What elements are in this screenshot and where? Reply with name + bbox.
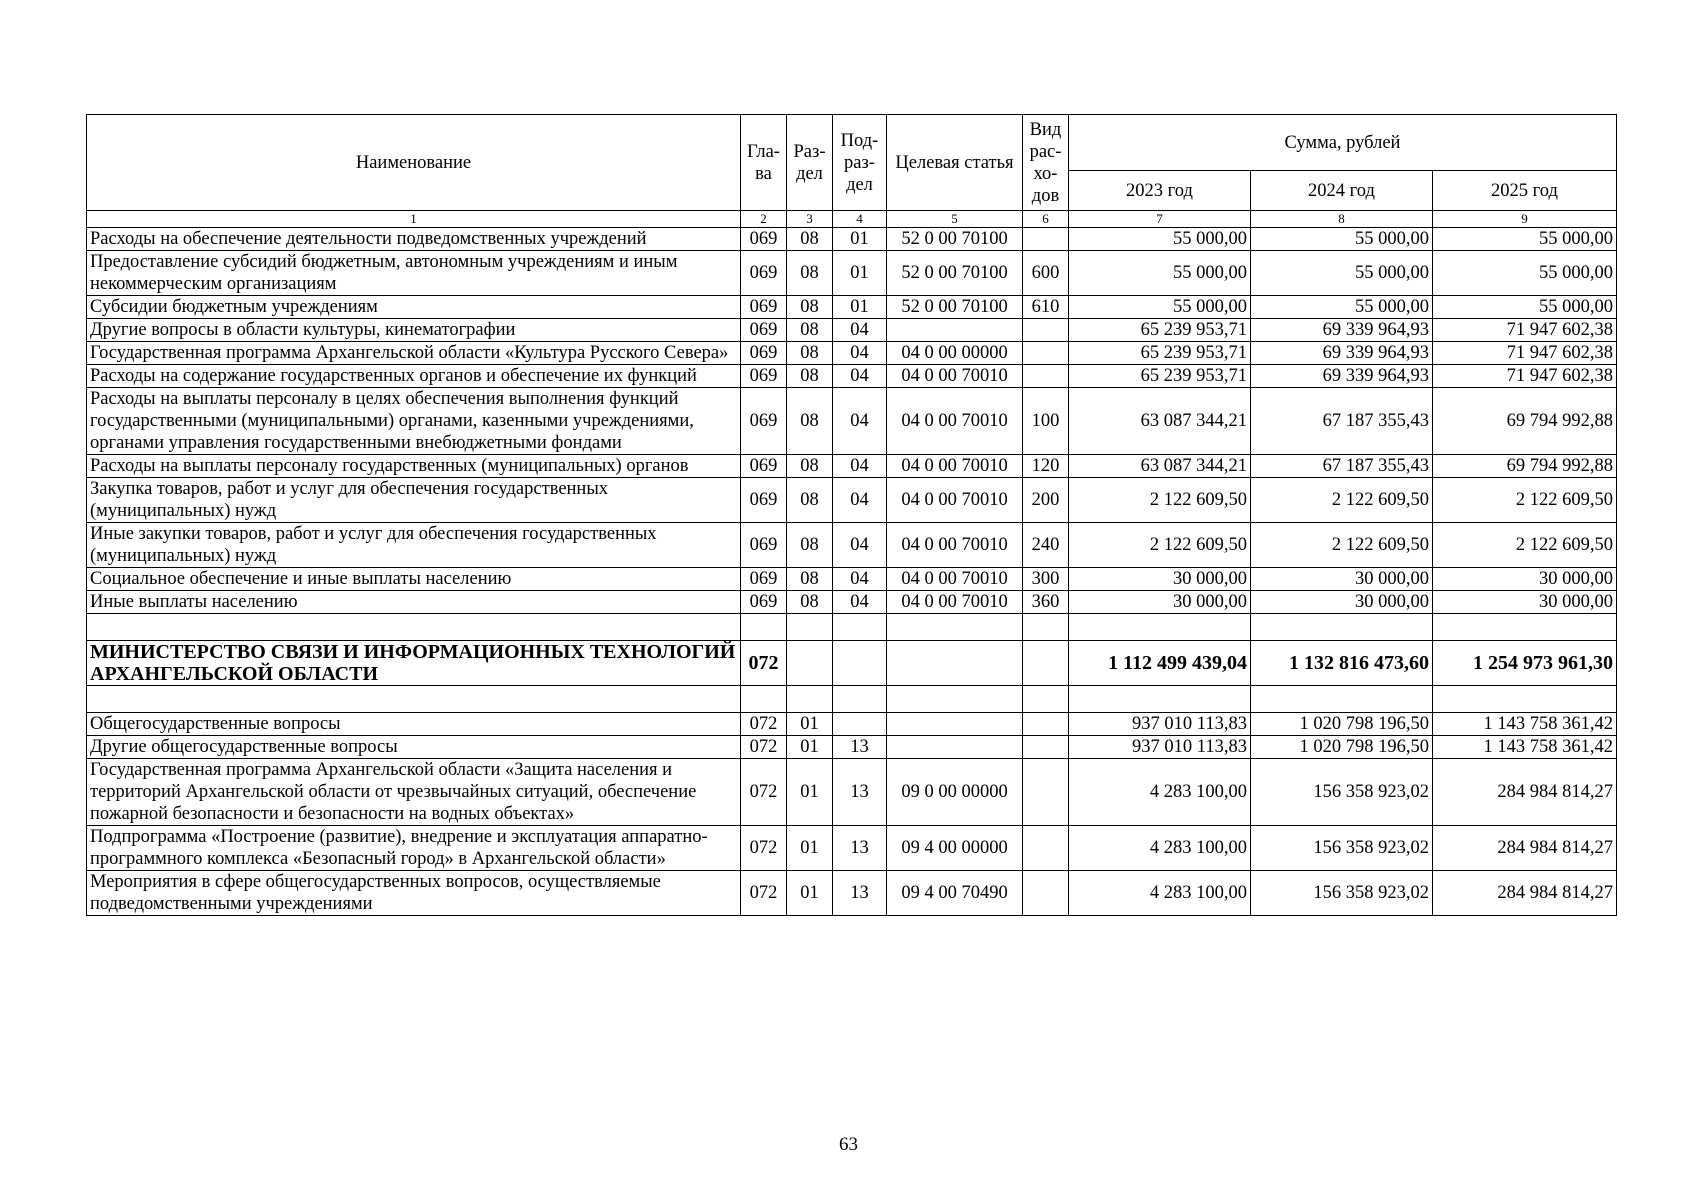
row-sum-2024-cell: 69 339 964,93: [1251, 342, 1433, 365]
table-row: [87, 251, 1617, 296]
row-sum-2025-cell: 1 143 758 361,42: [1433, 736, 1617, 759]
row-glava-cell: [741, 614, 787, 641]
row-sum-2023-cell: 30 000,00: [1069, 568, 1251, 591]
row-razdel-cell: 01: [787, 871, 833, 916]
row-name-cell: Закупка товаров, работ и услуг для обеспечения государственных (муниципальных) нужд: [87, 478, 741, 523]
header-year-2023: 2023 год: [1069, 171, 1251, 211]
row-vid-cell: 360: [1023, 591, 1069, 614]
row-sum-2025-cell: 55 000,00: [1433, 228, 1617, 251]
empty-row: [87, 614, 1617, 641]
row-podrazdel-cell: 01: [833, 296, 887, 319]
budget-table: [86, 114, 1617, 916]
row-sum-2023-cell: 2 122 609,50: [1069, 478, 1251, 523]
row-podrazdel-cell: 13: [833, 826, 887, 871]
row-sum-2025-cell: 69 794 992,88: [1433, 455, 1617, 478]
row-sum-2023-cell: 65 239 953,71: [1069, 342, 1251, 365]
row-podrazdel-cell: [833, 686, 887, 713]
row-glava-cell: 069: [741, 568, 787, 591]
row-sum-2025-cell: 55 000,00: [1433, 251, 1617, 296]
row-sum-2025-cell: [1433, 614, 1617, 641]
row-sum-2023-cell: [1069, 614, 1251, 641]
row-celevaya-cell: 09 4 00 70490: [887, 871, 1023, 916]
row-vid-cell: 100: [1023, 388, 1069, 455]
table-row: [87, 319, 1617, 342]
header-vid-raskhodov: Вид рас-хо-дов: [1023, 115, 1069, 211]
row-name-cell: Предоставление субсидий бюджетным, автономным учреждениям и иным некоммерческим организациям: [87, 251, 741, 296]
row-vid-cell: 300: [1023, 568, 1069, 591]
row-sum-2024-cell: 1 132 816 473,60: [1251, 641, 1433, 686]
row-glava-cell: 069: [741, 523, 787, 568]
row-name-cell: Общегосударственные вопросы: [87, 713, 741, 736]
table-row: [87, 871, 1617, 916]
header-year-2025: 2025 год: [1433, 171, 1617, 211]
row-vid-cell: [1023, 365, 1069, 388]
row-razdel-cell: 08: [787, 342, 833, 365]
row-razdel-cell: 08: [787, 228, 833, 251]
row-razdel-cell: 08: [787, 365, 833, 388]
row-glava-cell: 069: [741, 228, 787, 251]
row-celevaya-cell: [887, 319, 1023, 342]
row-razdel-cell: 08: [787, 455, 833, 478]
row-name-cell: Расходы на выплаты персоналу в целях обеспечения выполнения функций государственными (муниципальными) органами, казенными учреждениями, органами управления государственными внебюджетными фондами: [87, 388, 741, 455]
row-razdel-cell: 08: [787, 296, 833, 319]
row-vid-cell: 240: [1023, 523, 1069, 568]
row-celevaya-cell: 09 4 00 00000: [887, 826, 1023, 871]
row-podrazdel-cell: [833, 614, 887, 641]
row-sum-2023-cell: 55 000,00: [1069, 228, 1251, 251]
header-glava: Гла-ва: [741, 115, 787, 211]
row-glava-cell: 072: [741, 641, 787, 686]
row-sum-2023-cell: 63 087 344,21: [1069, 455, 1251, 478]
table-row: [87, 388, 1617, 455]
row-celevaya-cell: [887, 614, 1023, 641]
row-name-cell: Другие общегосударственные вопросы: [87, 736, 741, 759]
row-podrazdel-cell: 04: [833, 342, 887, 365]
row-razdel-cell: 08: [787, 251, 833, 296]
row-vid-cell: [1023, 871, 1069, 916]
row-celevaya-cell: 04 0 00 70010: [887, 591, 1023, 614]
column-number-row: [87, 211, 1617, 228]
row-glava-cell: 069: [741, 388, 787, 455]
row-razdel-cell: 08: [787, 319, 833, 342]
row-podrazdel-cell: 04: [833, 478, 887, 523]
row-vid-cell: [1023, 342, 1069, 365]
column-number: 4: [833, 211, 887, 228]
row-sum-2025-cell: 2 122 609,50: [1433, 523, 1617, 568]
row-glava-cell: 069: [741, 251, 787, 296]
row-glava-cell: 069: [741, 365, 787, 388]
table-row: [87, 296, 1617, 319]
table-body: [87, 228, 1617, 916]
row-podrazdel-cell: 04: [833, 568, 887, 591]
row-name-cell: Другие вопросы в области культуры, кинематографии: [87, 319, 741, 342]
row-sum-2025-cell: 55 000,00: [1433, 296, 1617, 319]
row-sum-2024-cell: 55 000,00: [1251, 251, 1433, 296]
row-vid-cell: 120: [1023, 455, 1069, 478]
row-glava-cell: 072: [741, 736, 787, 759]
row-sum-2024-cell: 1 020 798 196,50: [1251, 713, 1433, 736]
row-name-cell: Расходы на содержание государственных органов и обеспечение их функций: [87, 365, 741, 388]
header-summa: Сумма, рублей: [1069, 115, 1617, 171]
row-podrazdel-cell: 04: [833, 523, 887, 568]
row-sum-2023-cell: 65 239 953,71: [1069, 319, 1251, 342]
row-podrazdel-cell: 04: [833, 591, 887, 614]
column-number: 5: [887, 211, 1023, 228]
row-celevaya-cell: 04 0 00 70010: [887, 388, 1023, 455]
column-number: 9: [1433, 211, 1617, 228]
row-sum-2023-cell: 4 283 100,00: [1069, 871, 1251, 916]
row-sum-2024-cell: 30 000,00: [1251, 591, 1433, 614]
header-razdel: Раз-дел: [787, 115, 833, 211]
row-glava-cell: 069: [741, 342, 787, 365]
empty-row: [87, 686, 1617, 713]
row-celevaya-cell: 04 0 00 70010: [887, 568, 1023, 591]
row-vid-cell: 610: [1023, 296, 1069, 319]
row-sum-2023-cell: 1 112 499 439,04: [1069, 641, 1251, 686]
row-glava-cell: 069: [741, 319, 787, 342]
header-year-2024: 2024 год: [1251, 171, 1433, 211]
row-sum-2024-cell: 67 187 355,43: [1251, 388, 1433, 455]
row-sum-2024-cell: 30 000,00: [1251, 568, 1433, 591]
row-podrazdel-cell: 04: [833, 388, 887, 455]
row-name-cell: Расходы на обеспечение деятельности подведомственных учреждений: [87, 228, 741, 251]
row-sum-2024-cell: [1251, 686, 1433, 713]
row-razdel-cell: [787, 614, 833, 641]
row-vid-cell: [1023, 614, 1069, 641]
row-celevaya-cell: 04 0 00 70010: [887, 455, 1023, 478]
table-row: [87, 826, 1617, 871]
row-name-cell: Иные закупки товаров, работ и услуг для обеспечения государственных (муниципальных) нужд: [87, 523, 741, 568]
row-name-cell: Социальное обеспечение и иные выплаты населению: [87, 568, 741, 591]
row-vid-cell: [1023, 319, 1069, 342]
row-sum-2024-cell: 2 122 609,50: [1251, 478, 1433, 523]
row-razdel-cell: 01: [787, 759, 833, 826]
row-razdel-cell: 08: [787, 568, 833, 591]
row-sum-2025-cell: 71 947 602,38: [1433, 342, 1617, 365]
row-vid-cell: [1023, 736, 1069, 759]
row-sum-2025-cell: 30 000,00: [1433, 591, 1617, 614]
row-name-cell: Расходы на выплаты персоналу государственных (муниципальных) органов: [87, 455, 741, 478]
row-sum-2024-cell: 69 339 964,93: [1251, 365, 1433, 388]
row-sum-2024-cell: 55 000,00: [1251, 228, 1433, 251]
row-name-cell: Государственная программа Архангельской области «Культура Русского Севера»: [87, 342, 741, 365]
row-glava-cell: 069: [741, 455, 787, 478]
row-razdel-cell: 08: [787, 591, 833, 614]
row-sum-2023-cell: 4 283 100,00: [1069, 826, 1251, 871]
row-razdel-cell: 08: [787, 478, 833, 523]
row-glava-cell: 069: [741, 591, 787, 614]
row-sum-2025-cell: 1 143 758 361,42: [1433, 713, 1617, 736]
row-name-cell: Государственная программа Архангельской области «Защита населения и территорий Архангельской области от чрезвычайных ситуаций, обеспечение пожарной безопасности и безопасности на водных объектах»: [87, 759, 741, 826]
row-razdel-cell: 01: [787, 736, 833, 759]
column-number: 3: [787, 211, 833, 228]
header-row-1: [87, 115, 1617, 171]
header-celevaya-statya: Целевая статья: [887, 115, 1023, 211]
row-sum-2025-cell: [1433, 686, 1617, 713]
table-row: [87, 713, 1617, 736]
row-sum-2023-cell: 55 000,00: [1069, 251, 1251, 296]
column-number: 6: [1023, 211, 1069, 228]
row-sum-2024-cell: 1 020 798 196,50: [1251, 736, 1433, 759]
row-razdel-cell: 01: [787, 713, 833, 736]
row-vid-cell: [1023, 228, 1069, 251]
row-razdel-cell: [787, 641, 833, 686]
column-number: 8: [1251, 211, 1433, 228]
row-sum-2025-cell: 71 947 602,38: [1433, 319, 1617, 342]
row-podrazdel-cell: 04: [833, 455, 887, 478]
row-celevaya-cell: 52 0 00 70100: [887, 251, 1023, 296]
row-name-cell: Мероприятия в сфере общегосударственных вопросов, осуществляемые подведомственными учреждениями: [87, 871, 741, 916]
table-row: [87, 523, 1617, 568]
row-sum-2025-cell: 69 794 992,88: [1433, 388, 1617, 455]
row-name-cell: Иные выплаты населению: [87, 591, 741, 614]
row-celevaya-cell: [887, 736, 1023, 759]
row-sum-2025-cell: 284 984 814,27: [1433, 759, 1617, 826]
row-sum-2024-cell: 2 122 609,50: [1251, 523, 1433, 568]
row-glava-cell: 072: [741, 759, 787, 826]
row-sum-2025-cell: 284 984 814,27: [1433, 871, 1617, 916]
row-vid-cell: [1023, 759, 1069, 826]
row-name-cell: Подпрограмма «Построение (развитие), внедрение и эксплуатация аппаратно-программного комплекса «Безопасный город» в Архангельской области»: [87, 826, 741, 871]
table-row: [87, 759, 1617, 826]
row-podrazdel-cell: 01: [833, 251, 887, 296]
ministry-row: [87, 641, 1617, 686]
header-podrazdel: Под-раз-дел: [833, 115, 887, 211]
row-sum-2024-cell: 67 187 355,43: [1251, 455, 1433, 478]
row-vid-cell: 600: [1023, 251, 1069, 296]
row-vid-cell: 200: [1023, 478, 1069, 523]
row-glava-cell: 069: [741, 296, 787, 319]
row-sum-2023-cell: 65 239 953,71: [1069, 365, 1251, 388]
row-sum-2025-cell: 1 254 973 961,30: [1433, 641, 1617, 686]
row-podrazdel-cell: 13: [833, 871, 887, 916]
column-number: 1: [87, 211, 741, 228]
row-podrazdel-cell: 04: [833, 319, 887, 342]
row-celevaya-cell: [887, 641, 1023, 686]
row-sum-2023-cell: 2 122 609,50: [1069, 523, 1251, 568]
page-number: 63: [839, 1134, 858, 1155]
table-row: [87, 228, 1617, 251]
row-glava-cell: [741, 686, 787, 713]
row-glava-cell: 069: [741, 478, 787, 523]
row-sum-2023-cell: 55 000,00: [1069, 296, 1251, 319]
row-celevaya-cell: [887, 713, 1023, 736]
row-razdel-cell: 08: [787, 523, 833, 568]
row-razdel-cell: [787, 686, 833, 713]
row-sum-2023-cell: [1069, 686, 1251, 713]
row-celevaya-cell: 04 0 00 00000: [887, 342, 1023, 365]
row-sum-2024-cell: 55 000,00: [1251, 296, 1433, 319]
table-row: [87, 568, 1617, 591]
row-sum-2025-cell: 71 947 602,38: [1433, 365, 1617, 388]
row-sum-2023-cell: 63 087 344,21: [1069, 388, 1251, 455]
table-row: [87, 736, 1617, 759]
row-celevaya-cell: 52 0 00 70100: [887, 228, 1023, 251]
row-celevaya-cell: [887, 686, 1023, 713]
row-sum-2024-cell: 69 339 964,93: [1251, 319, 1433, 342]
row-razdel-cell: 08: [787, 388, 833, 455]
row-glava-cell: 072: [741, 826, 787, 871]
row-celevaya-cell: 09 0 00 00000: [887, 759, 1023, 826]
row-sum-2025-cell: 30 000,00: [1433, 568, 1617, 591]
row-name-cell: Субсидии бюджетным учреждениям: [87, 296, 741, 319]
table-row: [87, 342, 1617, 365]
row-celevaya-cell: 52 0 00 70100: [887, 296, 1023, 319]
row-vid-cell: [1023, 641, 1069, 686]
row-name-cell: [87, 686, 741, 713]
row-vid-cell: [1023, 686, 1069, 713]
row-sum-2025-cell: 284 984 814,27: [1433, 826, 1617, 871]
row-podrazdel-cell: 13: [833, 759, 887, 826]
row-sum-2024-cell: 156 358 923,02: [1251, 826, 1433, 871]
row-podrazdel-cell: [833, 641, 887, 686]
row-vid-cell: [1023, 713, 1069, 736]
row-celevaya-cell: 04 0 00 70010: [887, 523, 1023, 568]
header-name: Наименование: [87, 115, 741, 211]
row-name-cell: [87, 614, 741, 641]
table-row: [87, 365, 1617, 388]
row-sum-2023-cell: 30 000,00: [1069, 591, 1251, 614]
row-sum-2024-cell: 156 358 923,02: [1251, 871, 1433, 916]
row-podrazdel-cell: [833, 713, 887, 736]
row-sum-2023-cell: 4 283 100,00: [1069, 759, 1251, 826]
row-sum-2023-cell: 937 010 113,83: [1069, 736, 1251, 759]
row-glava-cell: 072: [741, 871, 787, 916]
table-row: [87, 591, 1617, 614]
row-podrazdel-cell: 13: [833, 736, 887, 759]
column-number: 7: [1069, 211, 1251, 228]
row-celevaya-cell: 04 0 00 70010: [887, 365, 1023, 388]
row-sum-2024-cell: [1251, 614, 1433, 641]
table-row: [87, 478, 1617, 523]
row-sum-2024-cell: 156 358 923,02: [1251, 759, 1433, 826]
table-row: [87, 455, 1617, 478]
row-vid-cell: [1023, 826, 1069, 871]
row-razdel-cell: 01: [787, 826, 833, 871]
row-sum-2023-cell: 937 010 113,83: [1069, 713, 1251, 736]
row-sum-2025-cell: 2 122 609,50: [1433, 478, 1617, 523]
row-podrazdel-cell: 01: [833, 228, 887, 251]
row-glava-cell: 072: [741, 713, 787, 736]
row-podrazdel-cell: 04: [833, 365, 887, 388]
column-number: 2: [741, 211, 787, 228]
row-celevaya-cell: 04 0 00 70010: [887, 478, 1023, 523]
row-name-cell: МИНИСТЕРСТВО СВЯЗИ И ИНФОРМАЦИОННЫХ ТЕХНОЛОГИЙ АРХАНГЕЛЬСКОЙ ОБЛАСТИ: [87, 641, 741, 686]
